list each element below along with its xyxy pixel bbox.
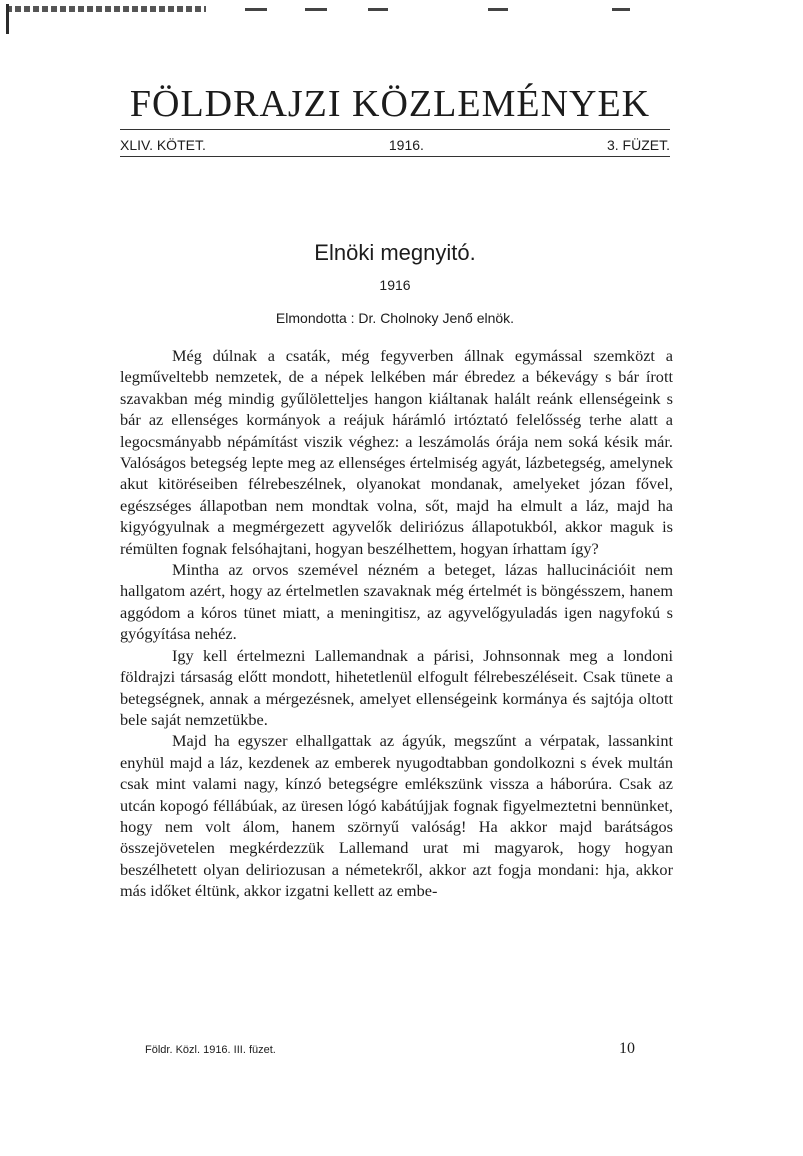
paragraph: Mintha az orvos szemével nézném a beteget, lázas hallucinációit nem hallgatom azért, hogy az értelmetlen szavaknak még értelmét is böngésszem, hanem aggódom a kóros tünet miatt, a meningitisz, az agyvelőgyuladás igen nagyfokú s gyógyítása nehéz. xyxy=(120,560,673,644)
scan-artifact-mark xyxy=(305,8,327,11)
scan-artifact-mark xyxy=(368,8,388,11)
issue-year: 1916. xyxy=(388,137,424,153)
header-rule-bottom xyxy=(120,156,670,157)
page-number: 10 xyxy=(619,1040,635,1057)
scan-artifact-mark xyxy=(488,8,508,11)
issue-number: 3. FÜZET. xyxy=(606,137,670,153)
issue-info-row xyxy=(120,137,670,153)
paragraph: Igy kell értelmezni Lallemandnak a párisi, Johnsonnak meg a londoni földrajzi társaság előtt mondott, hihetetlenül elfogult félrebeszéléseit. Csak tünete a betegségnek, annak a mérgezésnek, amelyet ellenségeink kormánya és sajtója oltott bele saját nemzetükbe. xyxy=(120,645,673,729)
article-byline: Elmondotta : Dr. Cholnoky Jenő elnök. xyxy=(275,310,515,326)
paragraph: Majd ha egyszer elhallgattak az ágyúk, megszűnt a vérpatak, lassankint enyhül majd a láz, kezdenek az emberek nyugodtabban gondolkozni s évek multán csak mint valami nagy, kínzó betegségre emlékszünk vissza a háborúra. Csak az utcán kopogó féllábúak, az üresen lógó kabátújjak fognak figyelmeztetni bennünket, hogy nem volt álom, hanem szörnyű valóság! Ha akkor majd barátságos összejövetelen megkérdezzük Lallemand urat mi magyarok, hogy hogyan beszélhetett olyan deliriozusan a németekről, akkor azt fogja mondani: hja, akkor más időket éltünk, akkor izgatni kellett az embe- xyxy=(120,731,673,901)
scan-artifact-mark xyxy=(245,8,267,11)
footer-reference: Földr. Közl. 1916. III. füzet. xyxy=(145,1044,276,1056)
scan-artifact-strip xyxy=(6,6,206,12)
page-footer xyxy=(145,1040,635,1058)
article-title: Elnöki megnyitó. xyxy=(314,240,476,265)
journal-title: FÖLDRAJZI KÖZLEMÉNYEK xyxy=(129,83,651,125)
volume-label: XLIV. KÖTET. xyxy=(120,137,206,153)
header-rule-top xyxy=(120,129,670,130)
article-body xyxy=(120,345,673,902)
article-year: 1916 xyxy=(379,277,411,293)
paragraph: Még dúlnak a csaták, még fegyverben állnak egymással szemközt a legműveltebb nemzetek, de a népek lelkében már ébredez a békevágy s bár írott szavakban még mindig gyűlöletteljes hangon kiáltanak halált reánk ellenségeink s bár az ellenséges kormányok a reájuk hárámló irtóztató felelősség terhe alatt a legocsmányabb népámítást viszik véghez: a leszámolás órája nem soká késik már. Valóságos betegség lepte meg az ellenséges értelmiség agyát, lázbetegség, amelynek akut kitöréseiben félrebeszélnek, olyanokat mondanak, amelyeket józan fővel, egészséges állapotban nem mondtak volna, sőt, majd ha elmult a láz, majd ha kigyógyulnak a megmérgezett agyvelők deliriózus állapotukból, akkor maguk is rémülten fognak felsóhajtani, hogyan beszélhettem, hogyan írhattam így? xyxy=(120,346,673,558)
scan-artifact-mark xyxy=(612,8,630,11)
